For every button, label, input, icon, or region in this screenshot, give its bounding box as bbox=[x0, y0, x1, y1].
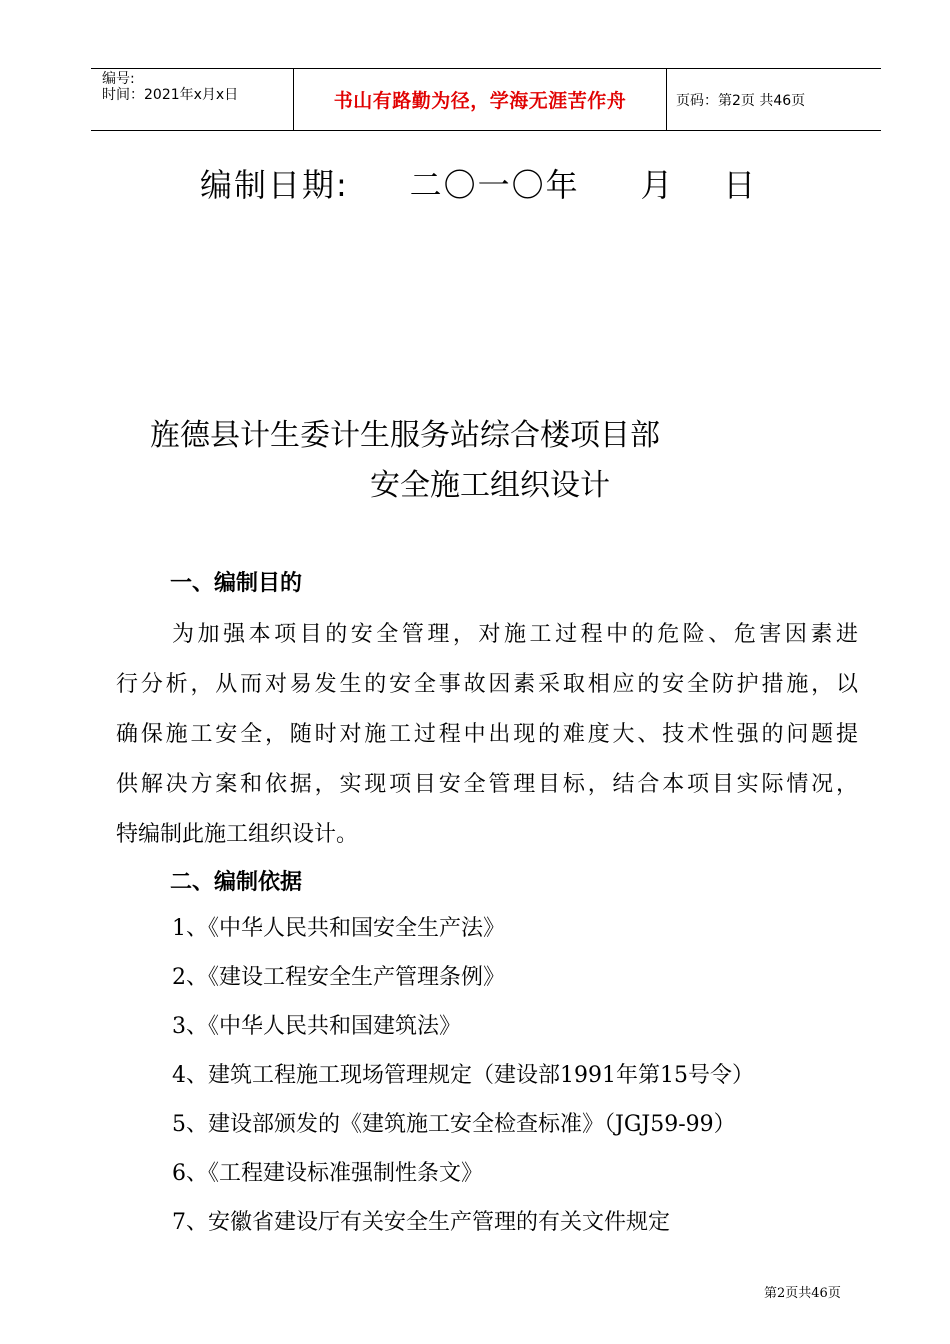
list-item: 4、建筑工程施工现场管理规定（建设部1991年第15号令） bbox=[172, 1063, 754, 1088]
compile-date: 编制日期: 二〇一〇年 月 日 bbox=[200, 166, 758, 204]
paragraph-line: 供解决方案和依据，实现项目安全管理目标，结合本项目实际情况， bbox=[116, 772, 858, 797]
page-header bbox=[91, 68, 881, 131]
purpose-paragraph bbox=[116, 610, 858, 860]
header-motto: 书山有路勤为径，学海无涯苦作舟 bbox=[333, 90, 627, 112]
header-page-number: 页码：第2页 共46页 bbox=[676, 92, 806, 109]
header-page-cell bbox=[666, 69, 881, 130]
header-meta-cell bbox=[91, 69, 293, 130]
section-heading-purpose: 一、编制目的 bbox=[170, 571, 303, 596]
basis-list bbox=[172, 904, 754, 1247]
section-heading-basis: 二、编制依据 bbox=[170, 870, 303, 895]
header-motto-cell bbox=[293, 69, 667, 130]
paragraph-line: 行分析，从而对易发生的安全事故因素采取相应的安全防护措施，以 bbox=[116, 672, 858, 697]
list-item: 1、《中华人民共和国安全生产法》 bbox=[172, 916, 505, 941]
list-item: 6、《工程建设标准强制性条文》 bbox=[172, 1161, 483, 1186]
footer-page-number: 第2页共46页 bbox=[764, 1286, 841, 1301]
paragraph-line: 确保施工安全，随时对施工过程中出现的难度大、技术性强的问题提 bbox=[116, 722, 858, 747]
list-item: 7、安徽省建设厅有关安全生产管理的有关文件规定 bbox=[172, 1210, 670, 1235]
list-item: 2、《建设工程安全生产管理条例》 bbox=[172, 965, 505, 990]
document-title-line-1: 旌德县计生委计生服务站综合楼项目部 bbox=[150, 418, 660, 453]
document-time-label: 时间：2021年x月x日 bbox=[102, 87, 239, 103]
list-item: 5、建设部颁发的《建筑施工安全检查标准》（JGJ59-99） bbox=[172, 1112, 736, 1137]
document-number-label: 编号: bbox=[102, 71, 135, 87]
document-title-line-2: 安全施工组织设计 bbox=[370, 468, 610, 503]
paragraph-line: 为加强本项目的安全管理，对施工过程中的危险、危害因素进 bbox=[172, 622, 858, 647]
list-item: 3、《中华人民共和国建筑法》 bbox=[172, 1014, 461, 1039]
paragraph-line: 特编制此施工组织设计。 bbox=[116, 822, 359, 847]
